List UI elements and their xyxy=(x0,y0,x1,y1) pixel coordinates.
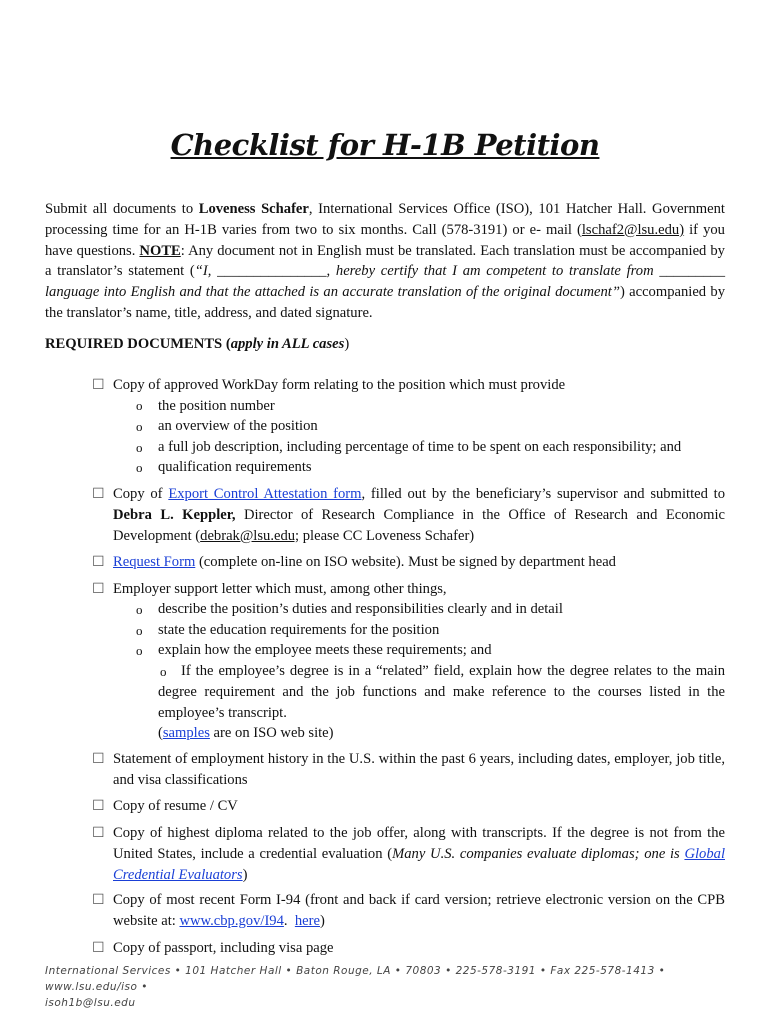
intro-text: Submit all documents to xyxy=(45,201,199,217)
heading-italic: apply in ALL cases xyxy=(230,336,345,352)
footer-address: International Services • 101 Hatcher Hall • Baton Rouge, LA • 70803 • 225-578-3191 • Fax 225-578-1413 • www.lsu.edu/iso • xyxy=(45,965,666,993)
employer-sub-item: explain how the employee meets these requirements; and xyxy=(158,642,492,658)
item-text: (complete on-line on ISO website). Must be signed by department head xyxy=(195,554,616,570)
note-label: NOTE xyxy=(139,242,181,259)
export-control-form-link[interactable]: Export Control Attestation form xyxy=(168,486,362,502)
bullet-icon: o xyxy=(136,643,143,658)
page-title: Checklist for H-1B Petition xyxy=(170,128,600,162)
item-text: are on ISO web site) xyxy=(209,725,334,741)
required-documents-heading xyxy=(45,336,349,353)
bullet-icon: o xyxy=(136,440,143,455)
checkbox-export-control[interactable]: ☐ xyxy=(92,486,105,502)
employer-sub-item: describe the position’s duties and responsibilities clearly and in detail xyxy=(158,601,563,617)
checkbox-diploma[interactable]: ☐ xyxy=(92,825,105,841)
item-text: ) xyxy=(319,912,325,929)
workday-sub-item: qualification requirements xyxy=(158,459,312,475)
heading-end: ) xyxy=(344,336,350,352)
item-text: please CC Loveness Schafer) xyxy=(299,527,475,544)
item-diploma xyxy=(113,823,725,885)
item-request-form xyxy=(113,552,725,573)
workday-sub-item: the position number xyxy=(158,398,275,414)
item-export-control xyxy=(113,484,725,546)
item-i94 xyxy=(113,890,725,932)
employer-nested-item: If the employee’s degree is in a “related” field, explain how the degree relates to the main degree requirement and the job functions and make reference to the courses listed in the employee’s transcript. xyxy=(158,663,725,721)
bullet-icon: o xyxy=(136,419,143,434)
item-workday: Copy of approved WorkDay form relating to the position which must provide xyxy=(113,377,566,393)
translator-statement: “I, _______________, hereby certify that I am competent to translate from _________ language into English and that the attached is an accurate translation of the original document” xyxy=(45,263,725,301)
cbp-i94-link[interactable]: www.cbp.gov/I94 xyxy=(179,912,284,929)
contact-email[interactable]: lschaf2@lsu.edu) xyxy=(581,221,685,238)
workday-sub-item: an overview of the position xyxy=(158,418,318,434)
global-credential-evaluators-link[interactable]: Global Credential Evaluators xyxy=(113,845,725,883)
item-text: , filled out by the beneficiary’s supervisor and submitted to xyxy=(361,486,726,502)
contact-name: Loveness Schafer xyxy=(198,201,309,217)
item-text: Copy of xyxy=(113,486,169,502)
item-text: Copy of most recent Form I-94 (front and back if card version; retrieve electronic version on the CPB website at: xyxy=(113,892,725,929)
item-text: ( xyxy=(158,725,163,741)
item-employment-history: Statement of employment history in the U.S. within the past 6 years, including dates, employer, job title, and visa classifications xyxy=(113,751,725,788)
checkbox-request-form[interactable]: ☐ xyxy=(92,554,105,570)
intro-text: , International Services Office (ISO), 101 Hatcher Hall. Government processing time for an H-1B varies from two to six months. Call (578-3191) or e- mail ( xyxy=(45,201,725,238)
footer-email[interactable]: isoh1b@lsu.edu xyxy=(45,997,136,1009)
bullet-icon: o xyxy=(136,460,143,475)
bullet-icon: o xyxy=(136,623,143,638)
item-italic: Many U.S. companies evaluate diplomas; one is xyxy=(392,845,685,862)
item-passport: Copy of passport, including visa page xyxy=(113,940,334,956)
heading-text: REQUIRED DOCUMENTS ( xyxy=(45,336,231,352)
bullet-icon: o xyxy=(136,602,143,617)
samples-note xyxy=(158,723,334,744)
intro-text: : Any document not in English must be translated. Each translation must be accompanied by a translator’s statement ( xyxy=(45,242,725,280)
checkbox-i94[interactable]: ☐ xyxy=(92,892,105,908)
page-footer xyxy=(45,963,735,1011)
item-resume: Copy of resume / CV xyxy=(113,798,238,814)
samples-link[interactable]: samples xyxy=(162,725,210,741)
checkbox-passport[interactable]: ☐ xyxy=(92,940,105,956)
contact-name: Debra L. Keppler, xyxy=(113,506,236,523)
bullet-icon: o xyxy=(160,664,167,679)
employer-sub-item: state the education requirements for the position xyxy=(158,622,440,638)
checkbox-workday[interactable]: ☐ xyxy=(92,377,105,393)
item-text: Copy of highest diploma related to the job offer, along with transcripts. If the degree is not from the United States, include a credential evaluation ( xyxy=(113,825,725,862)
workday-sub-item: a full job description, including percentage of time to be spent on each responsibility; and xyxy=(158,439,682,455)
checkbox-resume[interactable]: ☐ xyxy=(92,798,105,814)
contact-email[interactable]: debrak@lsu.edu; xyxy=(200,527,300,544)
checkbox-employer-letter[interactable]: ☐ xyxy=(92,581,105,597)
intro-paragraph xyxy=(45,199,725,324)
intro-text: ) accompanied by the translator’s name, title, address, and dated signature. xyxy=(45,284,725,321)
item-text: ) xyxy=(242,866,248,883)
request-form-link[interactable]: Request Form xyxy=(113,554,196,570)
checkbox-employment-history[interactable]: ☐ xyxy=(92,751,105,767)
i94-here-link[interactable]: here xyxy=(294,912,320,929)
item-text: Director of Research Compliance in the Office of Research and Economic Development ( xyxy=(113,506,725,544)
item-text: . xyxy=(283,912,295,929)
bullet-icon: o xyxy=(136,398,143,413)
intro-text: if you have questions. xyxy=(45,221,725,259)
item-employer-letter: Employer support letter which must, among other things, xyxy=(113,581,447,597)
